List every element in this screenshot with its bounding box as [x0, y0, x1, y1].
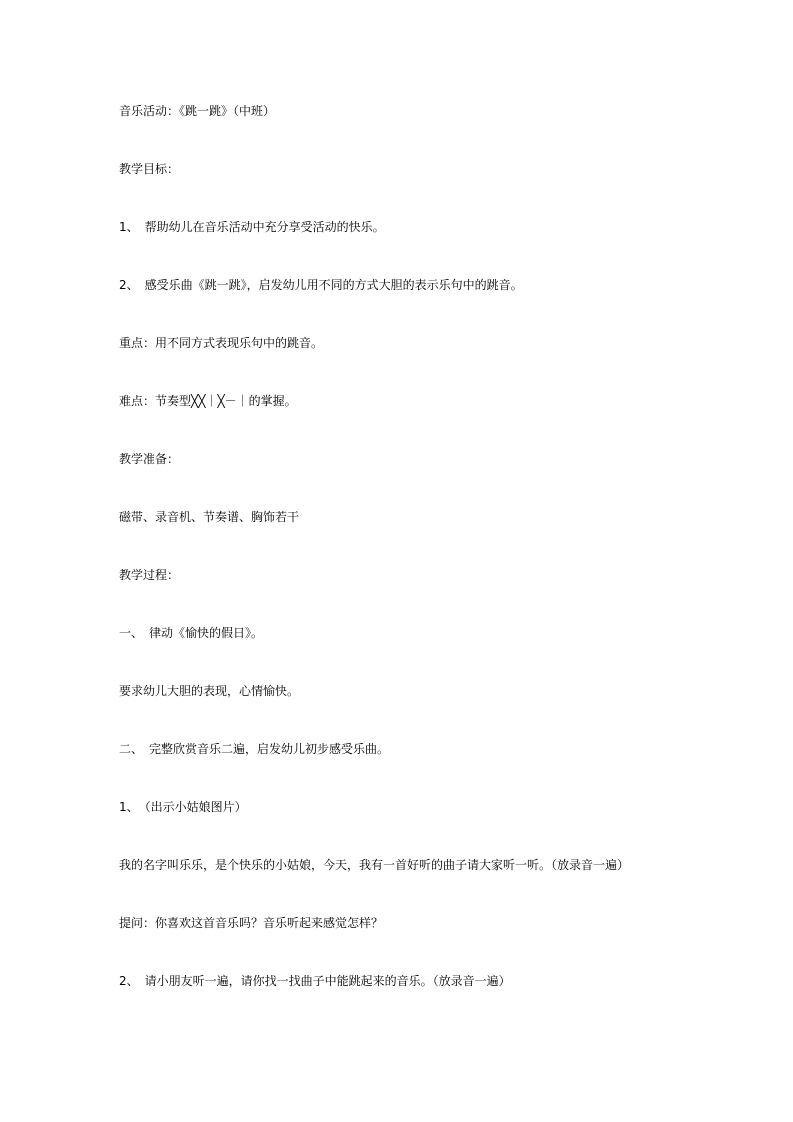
section-heading-process: 教学过程：	[119, 568, 180, 582]
process-substep-1-script: 我的名字叫乐乐，是个快乐的小姑娘，今天，我有一首好听的曲子请大家听一听。（放录音一遍）	[119, 858, 630, 872]
title-line: 音乐活动：《跳一跳》（中班）	[119, 104, 276, 118]
process-substep-1: 1、 （出示小姑娘图片）	[119, 800, 247, 814]
process-step-2: 二、 完整欣赏音乐二遍，启发幼儿初步感受乐曲。	[119, 742, 390, 756]
process-step-1-note: 要求幼儿大胆的表现，心情愉快。	[119, 684, 300, 698]
process-substep-1-question: 提问：你喜欢这首音乐吗？音乐听起来感觉怎样？	[119, 916, 384, 930]
section-heading-preparation: 教学准备：	[119, 452, 180, 466]
objective-item-2: 2、 感受乐曲《跳一跳》，启发幼儿用不同的方式大胆的表示乐句中的跳音。	[119, 278, 523, 292]
process-substep-2: 2、 请小朋友听一遍，请你找一找曲子中能跳起来的音乐。（放录音一遍）	[119, 974, 511, 988]
process-step-1: 一、 律动《愉快的假日》。	[119, 626, 264, 640]
key-point-line: 重点：用不同方式表现乐句中的跳音。	[119, 336, 324, 350]
difficulty-line: 难点：节奏型╳╳｜╳－｜的掌握。	[119, 394, 297, 408]
materials-line: 磁带、录音机、节奏谱、胸饰若干	[119, 510, 300, 524]
objective-item-1: 1、 帮助幼儿在音乐活动中充分享受活动的快乐。	[119, 220, 385, 234]
section-heading-objectives: 教学目标：	[119, 162, 180, 176]
